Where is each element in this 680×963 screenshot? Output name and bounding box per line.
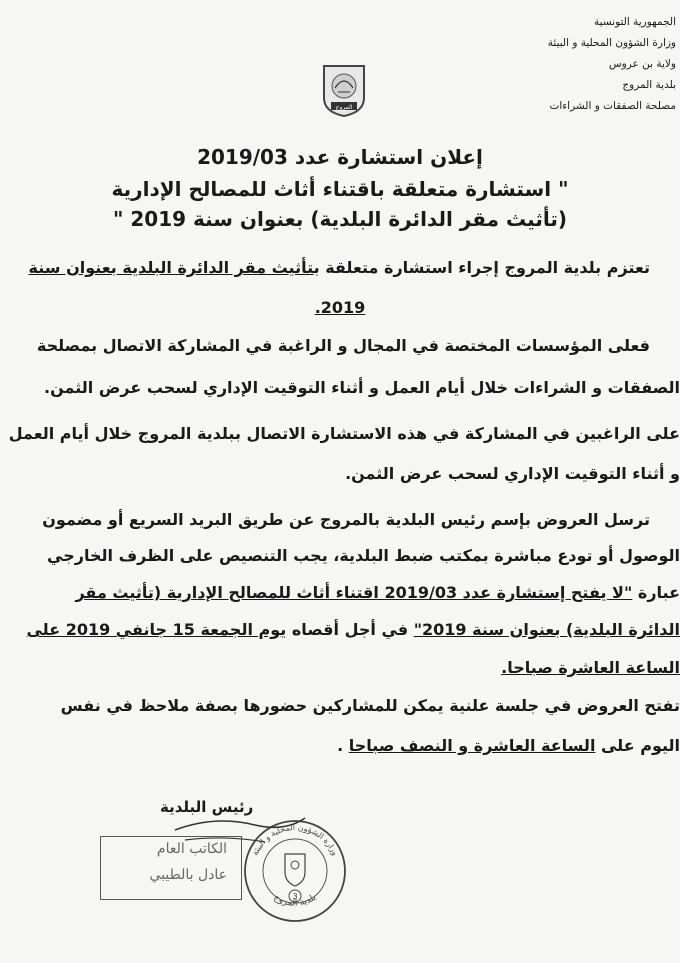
paragraph-4-line-2: الوصول أو تودع مباشرة بمكتب ضبط البلدية، يجب التنصيص على الظرف الخارجي (47, 546, 680, 565)
paragraph-1-text: تعتزم بلدية المروج إجراء استشارة متعلقة ب (313, 258, 650, 277)
paragraph-5-day-label: اليوم على (595, 736, 680, 755)
paragraph-5-opening-time: الساعة العاشرة و النصف صباحا (348, 736, 596, 755)
paragraph-3-line-2: و أثناء التوقيت الإداري لسحب عرض الثمن. (345, 464, 680, 483)
letterhead-ministry: وزارة الشؤون المحلية و البيئة (547, 37, 676, 49)
announcement-subtitle-2: (تأثيث مقر الدائرة البلدية) بعنوان سنة 2019 " (112, 207, 567, 231)
letterhead (516, 12, 676, 117)
signature-title: رئيس البلدية (160, 798, 254, 816)
letterhead-department: مصلحة الصفقات و الشراءات (549, 100, 676, 112)
paragraph-4-quoted-phrase: "لا يفتح إستشارة عدد 2019/03 اقتناء أثاث للمصالح الإدارية (تأثيث مقر (75, 583, 633, 602)
paragraph-4-line-3 (75, 583, 680, 602)
emblem-label: المروج (335, 104, 353, 111)
paragraph-4-line-5 (501, 658, 680, 677)
secretary-stamp-name: عادل بالطيبي (149, 867, 227, 883)
paragraph-4-deadline-time: الساعة العاشرة صباحا. (501, 658, 680, 677)
paragraph-4-quoted-phrase-end: الدائرة البلدية) بعنوان سنة 2019" (413, 620, 680, 639)
paragraph-5-line-1: تفتح العروض في جلسة علنية يمكن للمشاركين حضورها بصفة ملاحظ في نفس (60, 696, 680, 715)
paragraph-1-underlined: تأثيث مقر الدائرة البلدية بعنوان سنة (28, 258, 314, 277)
round-stamp-bottom-text: بلدية المروج (271, 892, 319, 909)
paragraph-4-label: عبارة (632, 583, 680, 602)
round-stamp-top-text: وزارة الشؤون المحلية و البيئة (250, 822, 340, 857)
paragraph-5-end: . (337, 736, 349, 755)
paragraph-2-line-1: فعلى المؤسسات المختصة في المجال و الراغبة في المشاركة الاتصال بمصلحة (36, 336, 650, 355)
paragraph-3-line-1: على الراغبين في المشاركة في هذه الاستشارة الاتصال ببلدية المروج خلال أيام العمل (8, 424, 680, 443)
paragraph-1-year: 2019. (314, 298, 366, 317)
letterhead-country: الجمهورية التونسية (594, 16, 676, 28)
paragraph-4-deadline-label: في أجل أقصاه (286, 620, 414, 639)
paragraph-1-line-1 (29, 258, 650, 277)
paragraph-4-line-1: ترسل العروض بإسم رئيس البلدية بالمروج عن طريق البريد السريع أو مضمون (42, 510, 650, 529)
municipal-emblem-icon (321, 62, 367, 118)
round-stamp-number: 3 (292, 892, 298, 901)
paragraph-4-deadline-date: يوم الجمعة 15 جانفي 2019 على (26, 620, 287, 639)
letterhead-governorate: ولاية بن عروس (608, 58, 676, 70)
paragraph-2-line-2: الصفقات و الشراءات خلال أيام العمل و أثناء التوقيت الإداري لسحب عرض الثمن. (44, 378, 680, 397)
paragraph-4-line-4 (26, 620, 680, 639)
handwritten-signature-icon (165, 810, 315, 900)
paragraph-5-line-2 (337, 736, 680, 755)
announcement-title: إعلان استشارة عدد 2019/03 (197, 145, 483, 169)
announcement-subtitle: " استشارة متعلقة باقتناء أثاث للمصالح الإدارية (111, 177, 569, 201)
letterhead-municipality: بلدية المروج (622, 79, 676, 91)
secretary-stamp-title: الكاتب العام (156, 841, 227, 857)
paragraph-1-line-2 (0, 298, 680, 317)
